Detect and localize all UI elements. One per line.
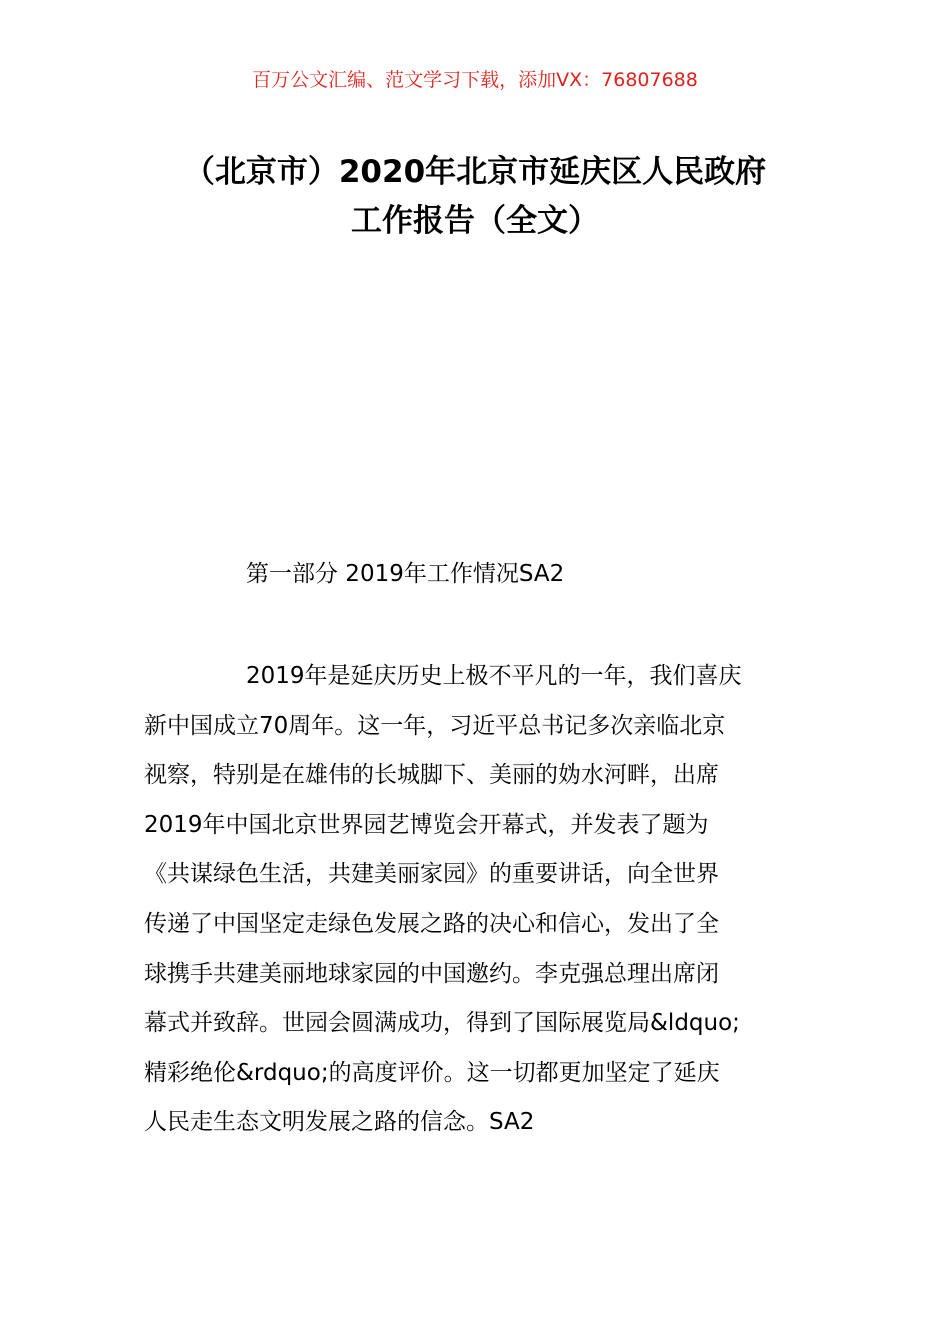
paragraph-line-9: 精彩绝伦&rdquo;的高度评价。这一切都更加坚定了延庆 xyxy=(144,1059,720,1086)
header-promo-note: 百万公文汇编、范文学习下载，添加VX：76807688 xyxy=(252,69,698,91)
paragraph-line-2: 新中国成立70周年。这一年，习近平总书记多次亲临北京 xyxy=(144,712,726,739)
paragraph-line-4: 2019年中国北京世界园艺博览会开幕式，并发表了题为 xyxy=(144,811,709,838)
paragraph-line-6: 传递了中国坚定走绿色发展之路的决心和信心，发出了全 xyxy=(144,910,719,937)
body-paragraph xyxy=(144,652,808,1148)
paragraph-line-1: 2019年是延庆历史上极不平凡的一年，我们喜庆 xyxy=(246,663,742,689)
paragraph-line-3: 视察，特别是在雄伟的长城脚下、美丽的妫水河畔，出席 xyxy=(144,762,719,789)
paragraph-line-7: 球携手共建美丽地球家园的中国邀约。李克强总理出席闭 xyxy=(144,960,719,987)
title-line-1: （北京市）2020年北京市延庆区人民政府 xyxy=(183,154,767,190)
paragraph-line-8: 幕式并致辞。世园会圆满成功，得到了国际展览局&ldquo; xyxy=(144,1010,740,1037)
section-heading: 第一部分 2019年工作情况SA2 xyxy=(246,561,565,587)
document-title xyxy=(120,148,830,246)
paragraph-line-10: 人民走生态文明发展之路的信念。SA2 xyxy=(144,1109,535,1136)
title-line-2: 工作报告（全文） xyxy=(351,203,599,239)
paragraph-line-5: 《共谋绿色生活，共建美丽家园》的重要讲话，向全世界 xyxy=(144,861,719,888)
